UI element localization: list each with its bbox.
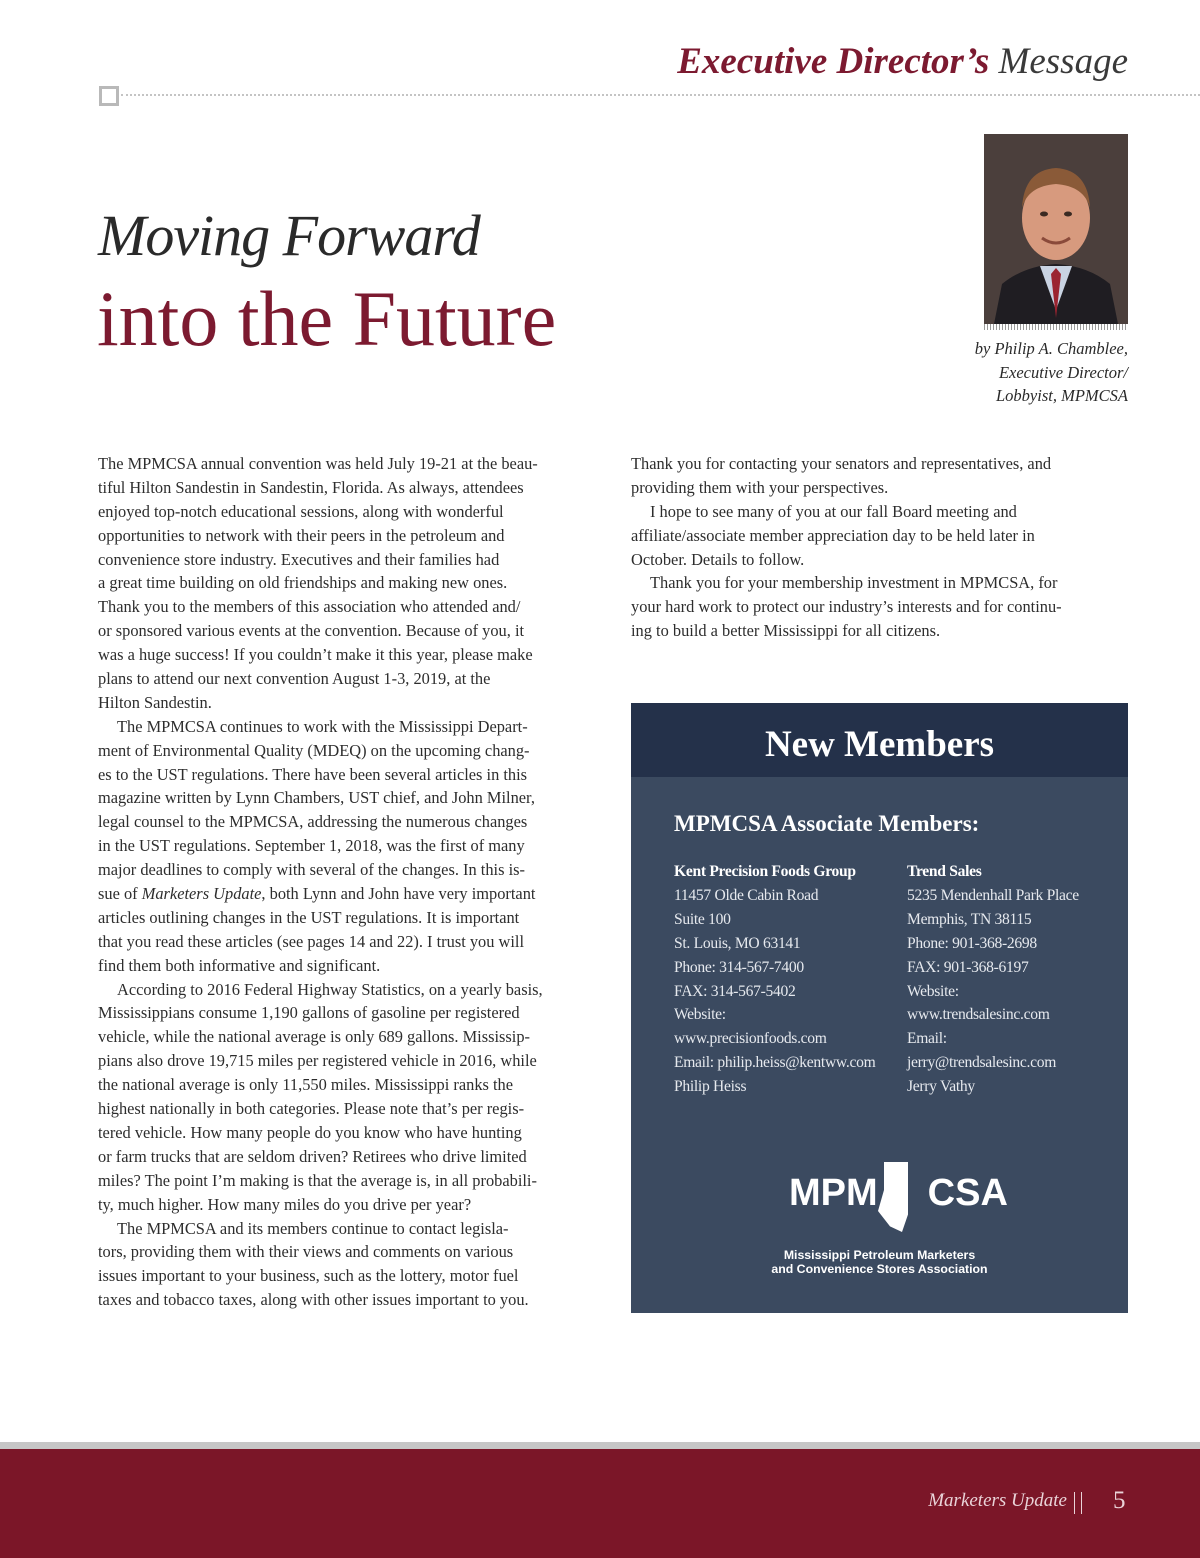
header-dotted-rule — [121, 94, 1200, 96]
member-detail: Philip Heiss — [674, 1078, 747, 1096]
article-text-line: The MPMCSA continues to work with the Mississippi Depart- — [117, 716, 528, 736]
article-text-line: magazine written by Lynn Chambers, UST chief, and John Milner, — [98, 788, 535, 808]
article-column-right — [631, 452, 1131, 643]
page-number: 5 — [1113, 1487, 1126, 1514]
new-members-title: New Members — [764, 724, 995, 765]
footer-separator — [1074, 1492, 1082, 1514]
byline-line: Executive Director/ — [998, 362, 1128, 382]
member-detail: Phone: 901-368-2698 — [907, 934, 1037, 952]
article-text-line: Thank you for your membership investment in MPMCSA, for — [650, 573, 1058, 593]
article-text-line — [98, 882, 598, 906]
article-text-line: your hard work to protect our industry’s interests and for continu- — [631, 597, 1062, 617]
article-text-line: a great time building on old friendships and making new ones. — [98, 573, 508, 593]
article-text-line: find them both informative and significant. — [98, 955, 381, 975]
article-text-line: pians also drove 19,715 miles per registered vehicle in 2016, while — [98, 1051, 537, 1071]
line-text-pre: sue of — [98, 884, 142, 904]
article-text-line: in the UST regulations. September 1, 2018, was the first of many — [98, 836, 525, 856]
member-detail: Email: philip.heiss@kentww.com — [674, 1054, 876, 1072]
byline-line: by Philip A. Chamblee, — [974, 339, 1128, 358]
footer-stripe — [0, 1442, 1200, 1449]
member-detail: FAX: 901-368-6197 — [907, 958, 1029, 976]
member-name: Kent Precision Foods Group — [674, 863, 856, 880]
author-photo — [984, 134, 1128, 324]
member-detail: jerry@trendsalesinc.com — [907, 1054, 1057, 1072]
article-text-line: es to the UST regulations. There have been several articles in this — [98, 764, 528, 784]
article-text-line: or sponsored various events at the convention. Because of you, it — [98, 621, 525, 641]
section-header-light: Message — [998, 41, 1128, 82]
logo-wordmark-left: MPM — [789, 1172, 878, 1214]
member-detail: Phone: 314-567-7400 — [674, 958, 804, 976]
article-text-line: tors, providing them with their views and comments on various — [98, 1242, 514, 1262]
member-detail: www.precisionfoods.com — [674, 1030, 827, 1048]
article-text-line: legal counsel to the MPMCSA, addressing the numerous changes — [98, 812, 528, 832]
member-detail: Website: — [674, 1006, 726, 1024]
author-portrait-icon — [984, 134, 1128, 324]
article-text-line: affiliate/associate member appreciation day to be held later in — [631, 525, 1035, 545]
article-text-line: providing them with your perspectives. — [631, 477, 889, 497]
article-text-line: highest nationally in both categories. Please note that’s per regis- — [98, 1099, 525, 1119]
article-text-line: taxes and tobacco taxes, along with other issues important to you. — [98, 1290, 529, 1310]
member-detail: St. Louis, MO 63141 — [674, 934, 801, 952]
member-detail: Jerry Vathy — [907, 1078, 975, 1096]
byline-line: Lobbyist, MPMCSA — [996, 386, 1128, 405]
article-text-line: Hilton Sandestin. — [98, 692, 212, 712]
member-detail: 5235 Mendenhall Park Place — [907, 886, 1079, 904]
section-header-strong: Executive Director’s — [677, 41, 990, 82]
logo-wordmark-right: CSA — [927, 1172, 1008, 1214]
byline — [868, 337, 1128, 408]
article-text-line: October. Details to follow. — [631, 549, 805, 569]
article-text-line: Thank you to the members of this association who attended and/ — [98, 597, 521, 617]
article-text-line: ty, much higher. How many miles do you drive per year? — [98, 1194, 472, 1214]
member-name: Trend Sales — [907, 863, 982, 880]
article-text-line: plans to attend our next convention August 1-3, 2019, at the — [98, 669, 491, 689]
photo-fringe — [984, 324, 1128, 330]
logo-tagline-2: and Convenience Stores Association — [771, 1262, 988, 1276]
magazine-title-italic: Marketers Update — [141, 884, 262, 904]
article-text-line: tiful Hilton Sandestin in Sandestin, Florida. As always, attendees — [98, 477, 524, 497]
article-text-line: ment of Environmental Quality (MDEQ) on the upcoming chang- — [98, 740, 530, 760]
article-title-line2: into the Future — [97, 275, 557, 362]
article-text-line: major deadlines to comply with several of the changes. In this is- — [98, 860, 525, 880]
article-text-line: According to 2016 Federal Highway Statistics, on a yearly basis, — [117, 979, 543, 999]
associate-members-heading: MPMCSA Associate Members: — [674, 811, 980, 836]
member-detail: Suite 100 — [674, 910, 731, 928]
member-detail: www.trendsalesinc.com — [907, 1006, 1050, 1024]
article-text-line: Mississippians consume 1,190 gallons of gasoline per registered — [98, 1003, 520, 1023]
logo-tagline-1: Mississippi Petroleum Marketers — [783, 1248, 976, 1262]
article-text-line: The MPMCSA and its members continue to contact legisla- — [117, 1218, 509, 1238]
mpmcsa-logo — [631, 1160, 1128, 1280]
article-text-line: articles outlining changes in the UST regulations. It is important — [98, 907, 520, 927]
article-text-line: Thank you for contacting your senators and representatives, and — [631, 454, 1052, 473]
footer-publication: Marketers Update — [928, 1490, 1067, 1511]
article-text-line: vehicle, while the national average is only 689 gallons. Mississip- — [98, 1027, 530, 1047]
member-entry — [907, 860, 1079, 1099]
member-detail: Email: — [907, 1030, 947, 1048]
line-text-post: , both Lynn and John have very important — [261, 884, 536, 904]
article-column-left — [98, 452, 598, 1312]
article-text-line: issues important to your business, such as the lottery, motor fuel — [98, 1266, 519, 1286]
section-header — [677, 40, 1128, 83]
article-text-line: convenience store industry. Executives and their families had — [98, 549, 500, 569]
article-text-line: enjoyed top-notch educational sessions, along with wonderful — [98, 501, 504, 521]
article-text-line: tered vehicle. How many people do you know who have hunting — [98, 1122, 522, 1142]
article-text-line: miles? The point I’m making is that the average is, in all probabili- — [98, 1170, 537, 1190]
member-entry — [674, 860, 875, 1099]
member-detail: 11457 Olde Cabin Road — [674, 886, 819, 904]
article-text-line: opportunities to network with their peers in the petroleum and — [98, 525, 505, 545]
member-detail: FAX: 314-567-5402 — [674, 982, 796, 1000]
article-title-line1: Moving Forward — [98, 203, 480, 268]
article-text-line: was a huge success! If you couldn’t make it this year, please make — [98, 645, 533, 665]
article-text-line: I hope to see many of you at our fall Board meeting and — [650, 501, 1017, 521]
logo-wordmark — [789, 1172, 1008, 1215]
member-detail: Memphis, TN 38115 — [907, 910, 1032, 928]
member-detail: Website: — [907, 982, 959, 1000]
article-text-line: that you read these articles (see pages 14 and 22). I trust you will — [98, 931, 525, 951]
article-text-line: the national average is only 11,550 miles. Mississippi ranks the — [98, 1075, 514, 1095]
article-text-line: or farm trucks that are seldom driven? Retirees who drive limited — [98, 1146, 527, 1166]
article-text-line: The MPMCSA annual convention was held July 19-21 at the beau- — [98, 454, 538, 473]
article-text-line: ing to build a better Mississippi for all citizens. — [631, 621, 941, 641]
header-square-ornament — [99, 86, 119, 106]
